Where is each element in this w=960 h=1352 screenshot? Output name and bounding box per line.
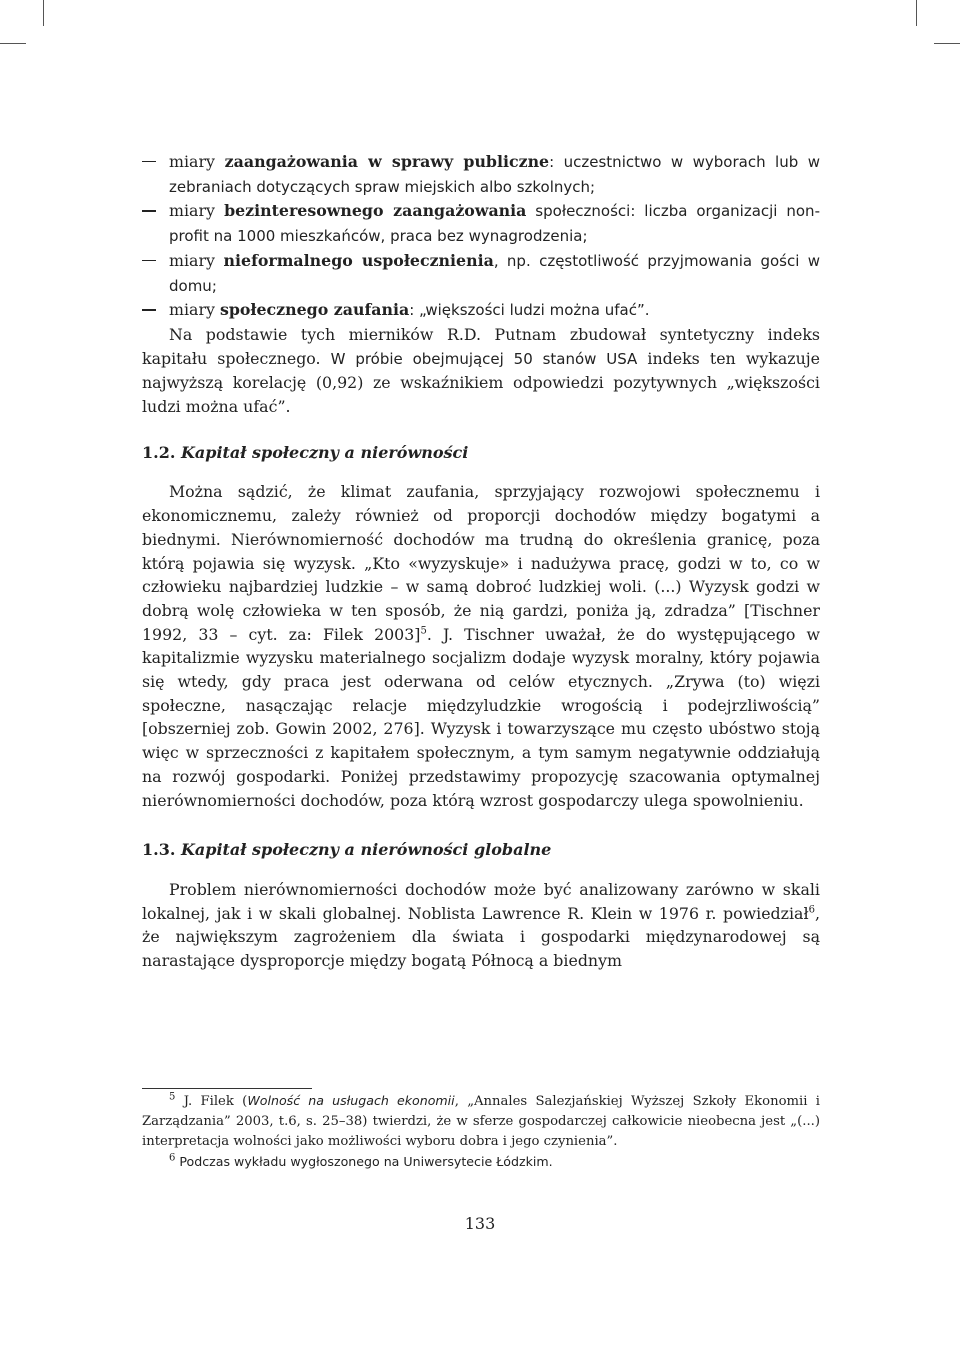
dash-marker — [142, 260, 156, 261]
page-body — [142, 150, 820, 973]
list-item: miary bezinteresownego zaangażowania społeczności: liczba organizacji non-profit na 1000 mieszkańców, praca bez wynagrodzenia; — [142, 199, 820, 248]
footnote-ref-5[interactable]: 5 — [420, 625, 427, 637]
footnotes — [142, 1088, 820, 1173]
dash-marker — [142, 161, 156, 162]
crop-mark — [43, 0, 44, 26]
list-item: miary zaangażowania w sprawy publiczne: uczestnictwo w wyborach lub w zebraniach dotyczących spraw miejskich albo szkolnych; — [142, 150, 820, 199]
crop-mark — [916, 0, 917, 26]
dash-marker — [142, 210, 156, 211]
paragraph-global-inequality: Problem nierównomierności dochodów może być analizowany zarówno w skali lokalnej, jak i w skali globalnej. Noblista Lawrence R. Klein w 1976 r. powiedział$^6$, że największym zagrożeniem dla świata i gospodarki międzynarodowej są narastające dysproporcje między bogatą Północą a biednym — [142, 879, 820, 971]
footnote-ref-6[interactable]: 6 — [808, 904, 815, 916]
section-heading-1-2: 1.2. Kapitał społeczny a nierówności — [142, 442, 469, 462]
footnote-rule — [142, 1088, 312, 1089]
paragraph-inequality: Można sądzić, że klimat zaufania, sprzyjający rozwojowi społecznemu i ekonomicznemu, zależy również od proporcji dochodów między bogatymi a biednymi. Nierównomierność dochodów ma trudną do określenia granicę, poza którą pojawia się wyzysk. „Kto «wyzyskuje» i nadużywa pracę, godzi w to, co w człowieku najbardziej ludzkie – w samą dobroć ludzkiej woli. (...) Wyzysk godzi w dobrą wolę człowieka w ten sposób, że nią gardzi, poniża ją, zdradza” [Tischner 1992, 33 – cyt. za: Filek 2003]$^5$. J. Tischner uważał, że do występującego w kapitalizmie wyzysku materialnego socjalizm dodaje wyzysk moralny, który pojawia się wtedy, gdy praca jest oderwana od celów etycznych. „Zrywa (to) więzi społeczne, nasączając relacje międzyludzkie wrogością i podejrzliwością” [obszerniej zob. Gowin 2002, 276]. Wyzysk i towarzyszące mu często ubóstwo stoją więc w sprzeczności z kapitałem społecznym, a tym samym negatywnie oddziałują na rozwój gospodarki. Poniżej przedstawimy propozycję szacowania optymalnej nierównomierności dochodów, poza którą wzrost gospodarczy ulega spowolnieniu. — [142, 482, 820, 810]
dash-marker — [142, 309, 156, 310]
section-heading-1-3: 1.3. Kapitał społeczny a nierówności globalne — [142, 840, 552, 860]
crop-mark — [0, 43, 26, 44]
measures-list — [142, 150, 820, 323]
footnote-5: $^5$ J. Filek (Wolność na usługach ekonomii, „Annales Salezjańskiej Wyższej Szkoły Ekonomii i Zarządzania” 2003, t.6, s. 25–38) twierdzi, że w sferze gospodarczej całkowicie nieobecna jest „(...) interpretacja wolności jako możliwości wyboru dobra i jego czynienia”. — [142, 1091, 821, 1149]
list-item: miary społecznego zaufania: „większości ludzi można ufać”. — [142, 298, 820, 323]
paragraph-putnam: Na podstawie tych mierników R.D. Putnam zbudował syntetyczny indeks kapitału społecznego. W próbie obejmującej 50 stanów USA indeks ten wykazuje najwyższą korelację (0,92) ze wskaźnikiem odpowiedzi pozytywnych „większości ludzi można ufać”. — [142, 324, 820, 417]
page-number: 133 — [464, 1214, 496, 1233]
footnote-6: $^6$ Podczas wykładu wygłoszonego na Uniwersytecie Łódzkim. — [169, 1152, 553, 1169]
list-item: miary nieformalnego uspołecznienia, np. częstotliwość przyjmowania gości w domu; — [142, 249, 820, 298]
crop-mark — [934, 43, 960, 44]
